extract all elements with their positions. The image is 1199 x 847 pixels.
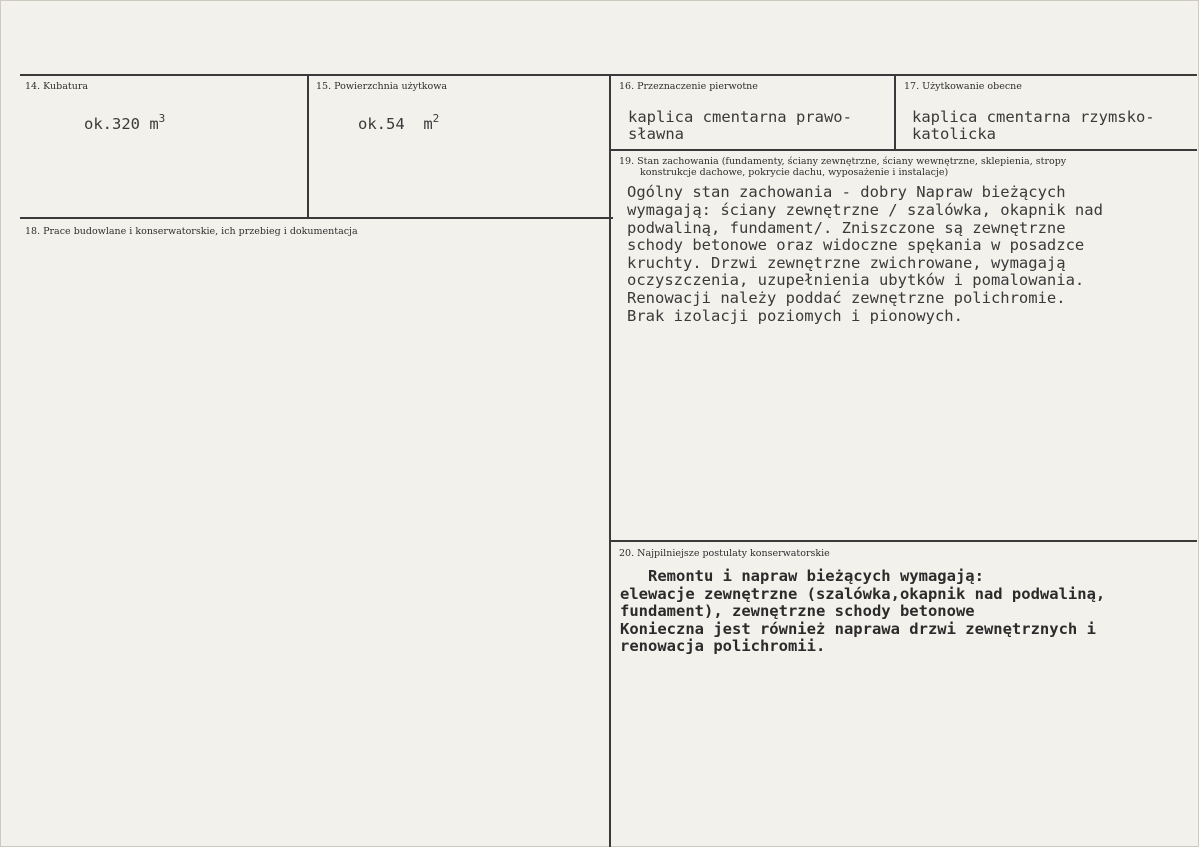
field-19-line-6: oczyszczenia, uzupełnienia ubytków i pomalowania. bbox=[627, 271, 1085, 289]
field-19-line-2: wymagają: ściany zewnętrzne / szalówka, okapnik nad bbox=[627, 201, 1103, 219]
field-19-label-line-2: konstrukcje dachowe, pokrycie dachu, wyposażenie i instalacje) bbox=[640, 167, 949, 178]
field-19-label-line-1: 19. Stan zachowania (fundamenty, ściany zewnętrzne, ściany wewnętrzne, sklepienia, stropy bbox=[619, 156, 1067, 167]
field-15-number: ok.54 m bbox=[358, 115, 433, 133]
field-16-line-2: sławna bbox=[628, 125, 684, 143]
field-19-line-7: Renowacji należy poddać zewnętrzne polichromie. bbox=[627, 289, 1066, 307]
rule-under-19 bbox=[611, 540, 1197, 542]
field-17-line-1: kaplica cmentarna rzymsko- bbox=[912, 108, 1155, 126]
field-14-number: ok.320 m bbox=[84, 115, 159, 133]
field-19-line-5: kruchty. Drzwi zewnętrzne zwichrowane, wymagają bbox=[627, 254, 1066, 272]
field-14-exponent: 3 bbox=[158, 112, 166, 125]
field-16-label: 16. Przeznaczenie pierwotne bbox=[619, 81, 758, 92]
field-15-label: 15. Powierzchnia użytkowa bbox=[316, 81, 448, 92]
field-20-line-4: Konieczna jest również naprawa drzwi zewnętrznych i bbox=[620, 620, 1096, 638]
rule-under-14-15 bbox=[20, 217, 613, 219]
field-14-value bbox=[84, 110, 165, 134]
field-14-label: 14. Kubatura bbox=[25, 81, 89, 92]
field-20-line-5: renowacja polichromii. bbox=[620, 637, 826, 655]
field-15-value bbox=[358, 110, 439, 134]
field-17-label: 17. Użytkowanie obecne bbox=[904, 81, 1022, 92]
field-20-line-3: fundament), zewnętrzne schody betonowe bbox=[620, 602, 975, 620]
field-19-line-1: Ogólny stan zachowania - dobry Napraw bieżących bbox=[627, 183, 1066, 201]
field-15-exponent: 2 bbox=[432, 112, 440, 125]
field-19-line-3: podwaliną, fundament/. Zniszczone są zewnętrzne bbox=[627, 219, 1066, 237]
field-16-line-1: kaplica cmentarna prawo- bbox=[628, 108, 852, 126]
field-20-line-2: elewacje zewnętrzne (szalówka,okapnik nad podwaliną, bbox=[620, 585, 1106, 603]
field-20-line-1: Remontu i napraw bieżących wymagają: bbox=[620, 567, 984, 585]
divider-14-15 bbox=[307, 74, 309, 219]
divider-16-17 bbox=[894, 74, 896, 151]
field-20-label: 20. Najpilniejsze postulaty konserwatorskie bbox=[619, 548, 830, 559]
rule-under-16-17 bbox=[611, 149, 1197, 151]
field-19-line-4: schody betonowe oraz widoczne spękania w posadzce bbox=[627, 236, 1085, 254]
field-17-line-2: katolicka bbox=[912, 125, 996, 143]
field-18-label: 18. Prace budowlane i konserwatorskie, ich przebieg i dokumentacja bbox=[25, 226, 358, 237]
field-19-line-8: Brak izolacji poziomych i pionowych. bbox=[627, 307, 963, 325]
main-vertical-divider bbox=[609, 74, 611, 847]
